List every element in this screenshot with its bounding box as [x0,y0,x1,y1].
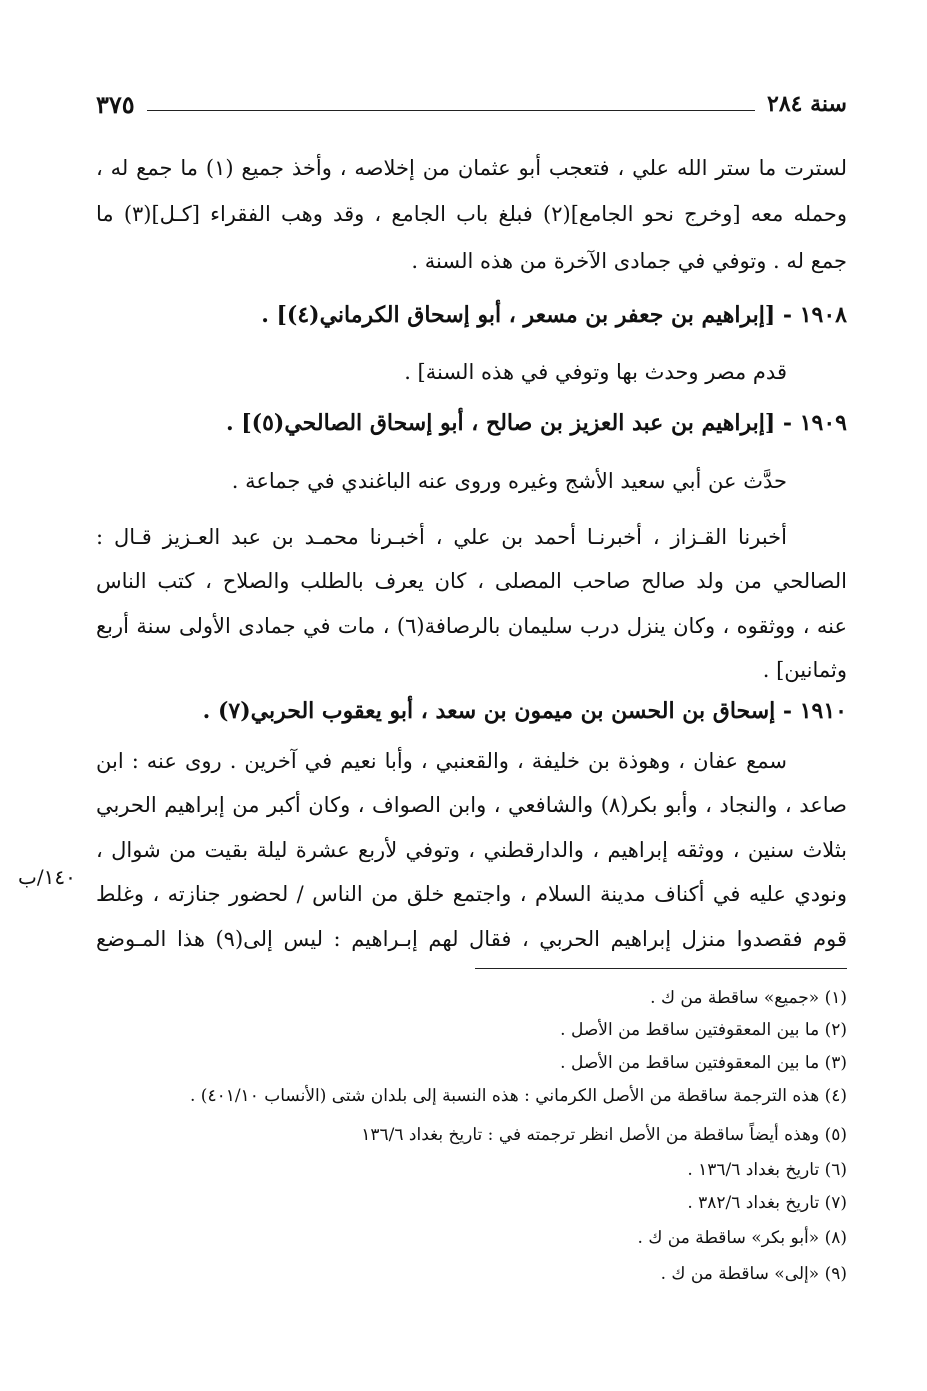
footnote-7: (٧) تاريخ بغداد ٣٨٢/٦ . [687,1193,847,1213]
body-line-8: أخبرنا القـزاز ، أخبرنـا أحمد بن علي ، أخبـرنا محمـد بن عبد العـزيز قـال : [96,525,787,549]
body-line-2: وحمله معه [وخرج نحو الجامع](٢) فبلغ باب الجامع ، وقد وهب الفقراء [كـل](٣) ما [96,202,847,226]
footnote-8: (٨) «أبو بكر» ساقطة من ك . [637,1228,847,1248]
body-line-13: سمع عفان ، وهوذة بن خليفة ، والقعنبي ، وأبا نعيم في آخرين . روى عنه : ابن [96,749,787,773]
footnote-5: (٥) وهذه أيضاً ساقطة من الأصل انظر ترجمته في : تاريخ بغداد ١٣٦/٦ [361,1125,847,1145]
body-line-15: بثلاث سنين ، ووثقه إبراهيم ، والدارقطني ، وتوفي لأربع عشرة ليلة بقيت من شوال ، [96,838,847,862]
running-header [96,84,847,124]
footnote-4: (٤) هذه الترجمة ساقطة من الأصل الكرماني : هذه النسبة إلى بلدان شتى (الأنساب ٤٠١/١٠) . [189,1086,847,1106]
footnote-3: (٣) ما بين المعقوفتين ساقط من الأصل . [560,1053,847,1073]
body-line-5: قدم مصر وحدث بها وتوفي في هذه السنة] . [404,360,787,384]
entry-heading-1908: ١٩٠٨ - [إبراهيم بن جعفر بن مسعر ، أبو إسحاق الكرماني(٤)] . [261,302,847,328]
footnote-6: (٦) تاريخ بغداد ١٣٦/٦ . [687,1160,847,1180]
page-number: ٣٧٥ [96,89,135,119]
footnote-9: (٩) «إلى» ساقطة من ك . [660,1264,847,1284]
header-rule [147,110,755,111]
entry-heading-1910: ١٩١٠ - إسحاق بن الحسن بن ميمون بن سعد ، أبو يعقوب الحربي(٧) . [202,698,847,724]
body-line-16: ونودي عليه في أكناف مدينة السلام ، واجتمع خلق من الناس / لحضور جنازته ، وغلط [96,882,847,906]
body-line-9: الصالحي من ولد صالح صاحب المصلى ، كان يعرف بالطلب والصلاح ، كتب الناس [96,569,847,593]
body-line-7: حدَّث عن أبي سعيد الأشج وغيره وروى عنه الباغندي في جماعة . [231,469,787,493]
entry-heading-1909: ١٩٠٩ - [إبراهيم بن عبد العزيز بن صالح ، أبو إسحاق الصالحي(٥)] . [225,410,847,436]
footnote-separator [475,968,847,969]
body-line-1: لسترت ما ستر الله علي ، فتعجب أبو عثمان من إخلاصه ، وأخذ جميع (١) ما جمع له ، [96,156,848,180]
body-line-11: وثمانين] . [762,658,847,682]
running-title: سنة ٢٨٤ [767,91,847,117]
body-line-10: عنه ، ووثقوه ، وكان ينزل درب سليمان بالرصافة(٦) ، مات في جمادى الأولى سنة أربع [96,614,847,638]
body-line-14: صاعد ، والنجاد ، وأبو بكر(٨) والشافعي ، وابن الصواف ، وكان أكبر من إبراهيم الحربي [96,793,848,817]
body-line-3: جمع له . وتوفي في جمادى الآخرة من هذه السنة . [411,249,847,273]
footnote-2: (٢) ما بين المعقوفتين ساقط من الأصل . [560,1020,847,1040]
manuscript-folio-marker: ١٤٠/ب [18,865,76,889]
footnote-1: (١) «جميع» ساقطة من ك . [650,988,847,1008]
body-line-17: قوم فقصدوا منزل إبراهيم الحربي ، فقال لهم إبـراهيم : ليس إلى(٩) هذا المـوضع [96,927,848,951]
